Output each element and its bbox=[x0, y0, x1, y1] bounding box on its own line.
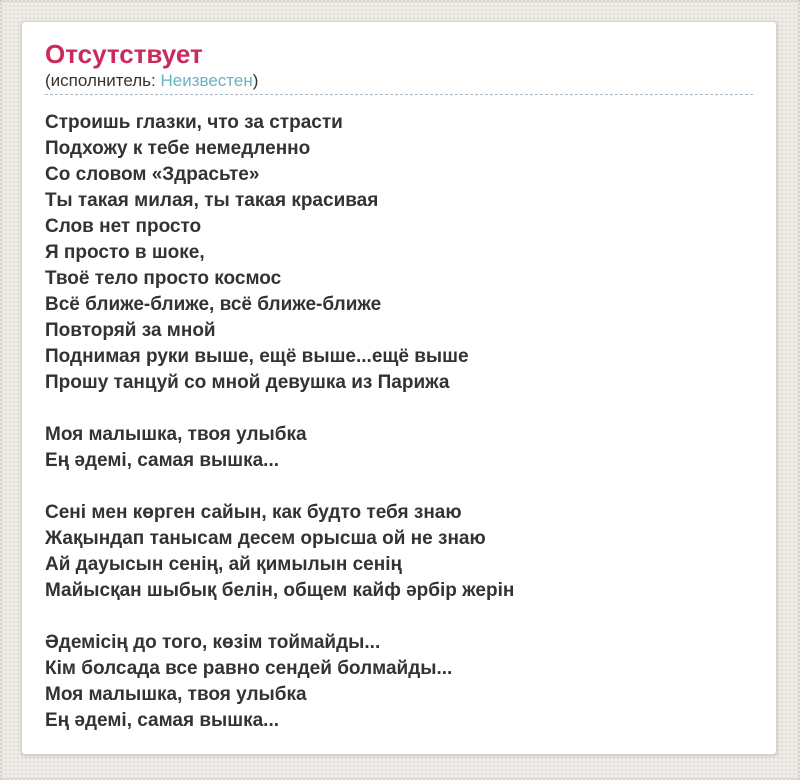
lyric-blank-line bbox=[45, 474, 753, 500]
artist-label-close: ) bbox=[252, 71, 259, 90]
lyric-line: Майысқан шыбық белін, общем кайф әрбір жерін bbox=[45, 580, 515, 601]
lyrics-block bbox=[45, 110, 753, 734]
artist-link[interactable]: Неизвестен bbox=[160, 71, 253, 90]
lyric-line: Кім болсада все равно сендей болмайды... bbox=[45, 658, 453, 679]
song-title: Отсутствует bbox=[45, 39, 203, 69]
lyric-line: Ең әдемі, самая вышка... bbox=[45, 710, 280, 731]
lyric-line: Ең әдемі, самая вышка... bbox=[45, 450, 280, 471]
lyric-line: Әдемісің до того, көзім тоймайды... bbox=[45, 632, 381, 653]
lyric-line: Моя малышка, твоя улыбка bbox=[45, 684, 307, 705]
lyric-line: Моя малышка, твоя улыбка bbox=[45, 424, 307, 445]
lyric-line: Жақындап танысам десем орысша ой не знаю bbox=[45, 528, 486, 549]
lyric-line: Подхожу к тебе немедленно bbox=[45, 138, 311, 159]
dashed-separator bbox=[45, 94, 753, 95]
lyric-line: Со словом «Здрасьте» bbox=[45, 164, 260, 185]
lyric-line: Поднимая руки выше, ещё выше...ещё выше bbox=[45, 346, 469, 367]
lyric-line: Ай дауысын сенің, ай қимылын сенің bbox=[45, 554, 402, 575]
lyric-line: Прошу танцуй со мной девушка из Парижа bbox=[45, 372, 450, 393]
lyric-blank-line bbox=[45, 604, 753, 630]
lyric-line: Я просто в шоке, bbox=[45, 242, 205, 263]
lyric-line: Слов нет просто bbox=[45, 216, 202, 237]
lyrics-card bbox=[21, 21, 777, 755]
lyric-line: Сені мен көрген сайын, как будто тебя знаю bbox=[45, 502, 462, 523]
lyric-line: Повторяй за мной bbox=[45, 320, 216, 341]
lyric-line: Строишь глазки, что за страсти bbox=[45, 112, 343, 133]
lyric-line: Всё ближе-ближе, всё ближе-ближе bbox=[45, 294, 382, 315]
lyric-line: Ты такая милая, ты такая красивая bbox=[45, 190, 379, 211]
artist-label: (исполнитель: bbox=[45, 71, 161, 90]
lyric-line: Твоё тело просто космос bbox=[45, 268, 282, 289]
lyric-blank-line bbox=[45, 396, 753, 422]
artist-line bbox=[45, 71, 753, 91]
